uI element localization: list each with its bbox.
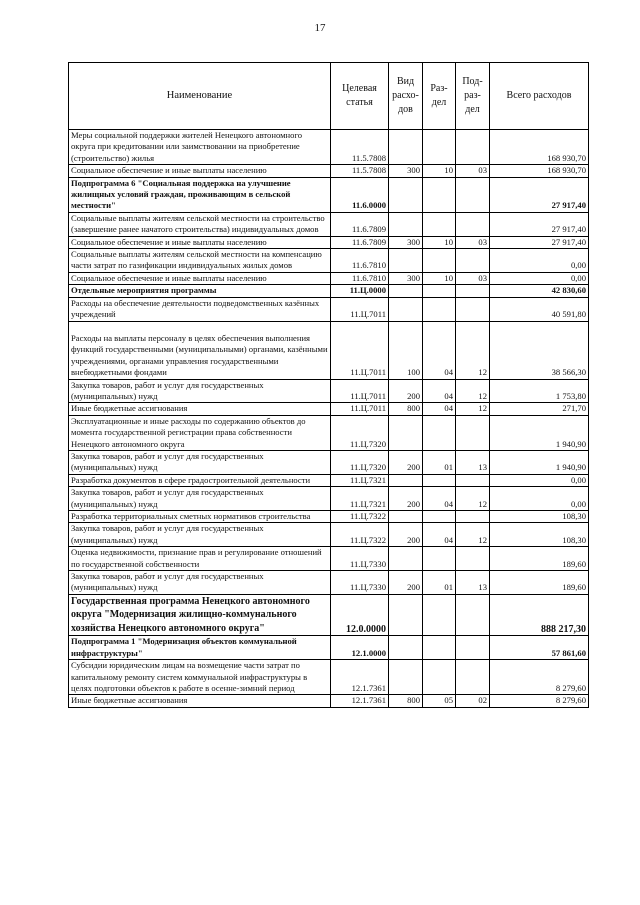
- row-name: Закупка товаров, работ и услуг для государственных (муниципальных) нужд: [69, 571, 331, 595]
- row-razdel: [423, 660, 456, 695]
- row-podrazdel: 12: [456, 487, 490, 511]
- table-row: [69, 321, 589, 379]
- row-vid: [389, 297, 423, 321]
- row-total: 40 591,80: [490, 297, 589, 321]
- row-name: Закупка товаров, работ и услуг для государственных (муниципальных) нужд: [69, 450, 331, 474]
- row-vid: [389, 660, 423, 695]
- row-total: 38 566,30: [490, 321, 589, 379]
- row-code: 11.Ц.7011: [331, 297, 389, 321]
- row-total: 57 861,60: [490, 636, 589, 660]
- row-razdel: [423, 594, 456, 636]
- row-name: Подпрограмма 1 "Модернизация объектов коммунальной инфраструктуры": [69, 636, 331, 660]
- row-vid: 100: [389, 321, 423, 379]
- table-row: [69, 272, 589, 284]
- row-total: 168 930,70: [490, 130, 589, 165]
- page-number: 17: [314, 22, 326, 34]
- row-vid: [389, 510, 423, 522]
- row-total: 108,30: [490, 523, 589, 547]
- row-total: 1 940,90: [490, 415, 589, 450]
- row-vid: 200: [389, 523, 423, 547]
- row-podrazdel: 13: [456, 450, 490, 474]
- row-name: Разработка документов в сфере градостроительной деятельности: [69, 474, 331, 486]
- table-row: [69, 285, 589, 297]
- table-row: [69, 660, 589, 695]
- row-vid: 200: [389, 450, 423, 474]
- row-name: Расходы на выплаты персоналу в целях обеспечения выполнения функций государственными (муниципальными) органами, казёнными учреждениями, органами управления государственными внебюджетными фондами: [69, 321, 331, 379]
- row-vid: 800: [389, 403, 423, 415]
- row-podrazdel: [456, 474, 490, 486]
- row-razdel: [423, 130, 456, 165]
- row-podrazdel: 12: [456, 379, 490, 403]
- row-vid: 200: [389, 571, 423, 595]
- row-total: 189,60: [490, 571, 589, 595]
- row-code: 11.Ц.7330: [331, 547, 389, 571]
- row-code: 11.6.7809: [331, 236, 389, 248]
- row-razdel: [423, 249, 456, 273]
- row-podrazdel: 03: [456, 165, 490, 177]
- row-name: Социальные выплаты жителям сельской местности на компенсацию части затрат по газификации индивидуальных жилых домов: [69, 249, 331, 273]
- row-name: Социальное обеспечение и иные выплаты населению: [69, 165, 331, 177]
- row-total: 27 917,40: [490, 177, 589, 212]
- row-podrazdel: [456, 510, 490, 522]
- row-total: 271,70: [490, 403, 589, 415]
- row-code: 11.Ц.7011: [331, 403, 389, 415]
- table-row: [69, 487, 589, 511]
- row-name: Меры социальной поддержки жителей Ненецкого автономного округа при кредитовании или заимствовании на приобретение (строительство) жилья: [69, 130, 331, 165]
- row-vid: [389, 249, 423, 273]
- row-total: 168 930,70: [490, 165, 589, 177]
- table-row: [69, 547, 589, 571]
- table-row: [69, 695, 589, 707]
- row-code: 12.1.7361: [331, 660, 389, 695]
- row-vid: 800: [389, 695, 423, 707]
- row-code: 11.6.7810: [331, 272, 389, 284]
- row-razdel: [423, 510, 456, 522]
- table-row: [69, 571, 589, 595]
- row-code: 11.Ц.7321: [331, 474, 389, 486]
- row-name: Субсидии юридическим лицам на возмещение части затрат по капитальному ремонту систем коммунальной инфраструктуры в целях подготовки объектов к работе в осенне-зимний период: [69, 660, 331, 695]
- row-name: Социальное обеспечение и иные выплаты населению: [69, 272, 331, 284]
- table-row: [69, 523, 589, 547]
- row-razdel: 04: [423, 523, 456, 547]
- row-code: 11.Ц.7330: [331, 571, 389, 595]
- row-razdel: 01: [423, 571, 456, 595]
- row-total: 1 940,90: [490, 450, 589, 474]
- row-code: 11.6.7809: [331, 212, 389, 236]
- row-vid: 300: [389, 272, 423, 284]
- row-podrazdel: 12: [456, 403, 490, 415]
- row-podrazdel: 02: [456, 695, 490, 707]
- row-razdel: [423, 297, 456, 321]
- row-vid: 200: [389, 379, 423, 403]
- row-total: 42 830,60: [490, 285, 589, 297]
- row-razdel: 10: [423, 272, 456, 284]
- table-body: [69, 130, 589, 708]
- row-code: 11.Ц.7320: [331, 450, 389, 474]
- row-razdel: [423, 636, 456, 660]
- row-code: 11.6.7810: [331, 249, 389, 273]
- row-code: 11.Ц.0000: [331, 285, 389, 297]
- table-row: [69, 636, 589, 660]
- row-total: 8 279,60: [490, 660, 589, 695]
- row-total: 108,30: [490, 510, 589, 522]
- row-razdel: [423, 285, 456, 297]
- row-podrazdel: [456, 130, 490, 165]
- row-vid: 300: [389, 165, 423, 177]
- row-podrazdel: [456, 249, 490, 273]
- row-podrazdel: 03: [456, 272, 490, 284]
- row-code: 12.1.7361: [331, 695, 389, 707]
- row-vid: [389, 177, 423, 212]
- row-razdel: 04: [423, 403, 456, 415]
- row-podrazdel: [456, 594, 490, 636]
- table-row: [69, 450, 589, 474]
- header-total: Всего расходов: [490, 63, 589, 130]
- row-razdel: 05: [423, 695, 456, 707]
- table-row: [69, 130, 589, 165]
- row-code: 11.Ц.7320: [331, 415, 389, 450]
- row-total: 8 279,60: [490, 695, 589, 707]
- row-vid: [389, 212, 423, 236]
- row-code: 12.0.0000: [331, 594, 389, 636]
- header-razdel: Раз-дел: [423, 63, 456, 130]
- row-name: Расходы на обеспечение деятельности подведомственных казённых учреждений: [69, 297, 331, 321]
- row-podrazdel: 03: [456, 236, 490, 248]
- row-vid: [389, 415, 423, 450]
- row-total: 27 917,40: [490, 212, 589, 236]
- row-vid: 300: [389, 236, 423, 248]
- row-podrazdel: [456, 297, 490, 321]
- row-razdel: 01: [423, 450, 456, 474]
- row-vid: [389, 636, 423, 660]
- row-name: Закупка товаров, работ и услуг для государственных (муниципальных) нужд: [69, 379, 331, 403]
- row-code: 11.6.0000: [331, 177, 389, 212]
- row-razdel: 04: [423, 379, 456, 403]
- row-total: 0,00: [490, 487, 589, 511]
- row-code: 11.Ц.7011: [331, 379, 389, 403]
- row-podrazdel: [456, 177, 490, 212]
- row-total: 189,60: [490, 547, 589, 571]
- row-code: 11.Ц.7321: [331, 487, 389, 511]
- row-name: Иные бюджетные ассигнования: [69, 695, 331, 707]
- table-row: [69, 236, 589, 248]
- row-vid: [389, 130, 423, 165]
- header-podrazdel: Под-раз-дел: [456, 63, 490, 130]
- row-podrazdel: [456, 660, 490, 695]
- table-row: [69, 594, 589, 636]
- row-code: 11.Ц.7322: [331, 523, 389, 547]
- table-row: [69, 510, 589, 522]
- row-razdel: [423, 212, 456, 236]
- row-name: Закупка товаров, работ и услуг для государственных (муниципальных) нужд: [69, 487, 331, 511]
- row-razdel: 10: [423, 165, 456, 177]
- row-podrazdel: [456, 285, 490, 297]
- table-row: [69, 415, 589, 450]
- table-row: [69, 379, 589, 403]
- row-name: Отдельные мероприятия программы: [69, 285, 331, 297]
- row-podrazdel: [456, 415, 490, 450]
- row-code: 11.5.7808: [331, 130, 389, 165]
- row-total: 1 753,80: [490, 379, 589, 403]
- row-podrazdel: [456, 547, 490, 571]
- header-name: Наименование: [69, 63, 331, 130]
- table-row: [69, 403, 589, 415]
- row-name: Подпрограмма 6 "Социальная поддержка на улучшение жилищных условий граждан, проживающим в сельской местности": [69, 177, 331, 212]
- row-vid: 200: [389, 487, 423, 511]
- row-total: 888 217,30: [490, 594, 589, 636]
- row-razdel: [423, 547, 456, 571]
- row-total: 27 917,40: [490, 236, 589, 248]
- table-row: [69, 212, 589, 236]
- row-vid: [389, 594, 423, 636]
- row-name: Социальное обеспечение и иные выплаты населению: [69, 236, 331, 248]
- row-name: Оценка недвижимости, признание прав и регулирование отношений по государственной собственности: [69, 547, 331, 571]
- row-total: 0,00: [490, 249, 589, 273]
- table-row: [69, 474, 589, 486]
- budget-table: [68, 62, 589, 708]
- row-podrazdel: 12: [456, 321, 490, 379]
- row-podrazdel: [456, 636, 490, 660]
- row-razdel: [423, 177, 456, 212]
- table-row: [69, 249, 589, 273]
- row-name: Социальные выплаты жителям сельской местности на строительство (завершение ранее начатого строительства) индивидуальных домов: [69, 212, 331, 236]
- row-code: 12.1.0000: [331, 636, 389, 660]
- row-name: Государственная программа Ненецкого автономного округа "Модернизация жилищно-коммунального хозяйства Ненецкого автономного округа": [69, 594, 331, 636]
- table-row: [69, 165, 589, 177]
- row-name: Закупка товаров, работ и услуг для государственных (муниципальных) нужд: [69, 523, 331, 547]
- row-code: 11.Ц.7011: [331, 321, 389, 379]
- table-row: [69, 177, 589, 212]
- header-code: Целевая статья: [331, 63, 389, 130]
- row-vid: [389, 474, 423, 486]
- row-razdel: 10: [423, 236, 456, 248]
- header-vid: Вид расхо-дов: [389, 63, 423, 130]
- table-row: [69, 297, 589, 321]
- row-vid: [389, 547, 423, 571]
- row-code: 11.Ц.7322: [331, 510, 389, 522]
- row-code: 11.5.7808: [331, 165, 389, 177]
- row-razdel: 04: [423, 321, 456, 379]
- row-razdel: [423, 474, 456, 486]
- row-podrazdel: [456, 212, 490, 236]
- table-header-row: [69, 63, 589, 130]
- row-podrazdel: 13: [456, 571, 490, 595]
- row-name: Иные бюджетные ассигнования: [69, 403, 331, 415]
- row-name: Разработка территориальных сметных нормативов строительства: [69, 510, 331, 522]
- row-total: 0,00: [490, 474, 589, 486]
- row-razdel: 04: [423, 487, 456, 511]
- row-name: Эксплуатационные и иные расходы по содержанию объектов до момента государственной регистрации права собственности Ненецкого автономного округа: [69, 415, 331, 450]
- row-vid: [389, 285, 423, 297]
- row-razdel: [423, 415, 456, 450]
- row-total: 0,00: [490, 272, 589, 284]
- row-podrazdel: 12: [456, 523, 490, 547]
